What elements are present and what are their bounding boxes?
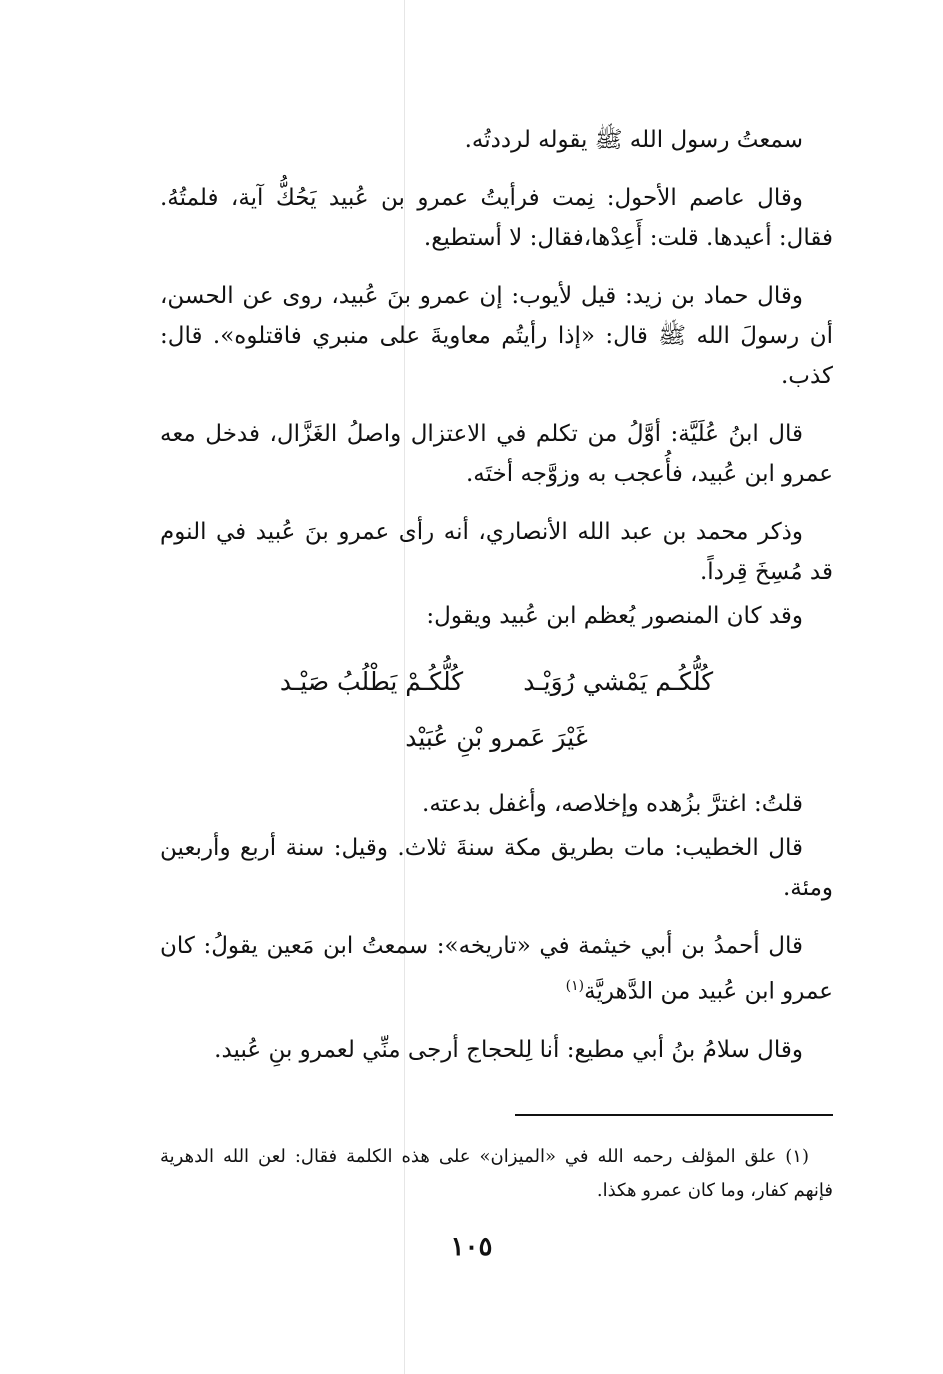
footnote-separator	[515, 1114, 833, 1116]
footnote-separator-wrap	[160, 1088, 833, 1140]
paragraph-8: قال الخطيب: مات بطريق مكة سنةَ ثلاث. وقيل: سنة أربع وأربعين ومئة.	[160, 835, 833, 901]
paragraph-7: قلتُ: اغترَّ بزُهده وإخلاصه، وأغفل بدعته.	[422, 791, 803, 817]
poem-line-2	[160, 710, 833, 766]
footnote-marker: (١)	[565, 978, 585, 994]
paragraph-4: قال ابنُ عُلَيَّة: أوَّلُ من تكلم في الاعتزال واصلُ الغَزَّال، فدخل معه عمرو ابن عُبيد، فأُعجب به وزوَّجه أختَه.	[160, 421, 833, 487]
paragraph-6: وقد كان المنصور يُعظم ابن عُبيد ويقول:	[426, 603, 803, 629]
poem-hemistich-2: غَيْرَ عَمرو بْنِ عُبَيْد	[405, 723, 588, 752]
paragraph-1: سمعتُ رسول الله ﷺ يقوله لرددتُه.	[464, 127, 803, 153]
page-number: ١٠٥	[450, 1232, 493, 1262]
poem-line-1	[160, 654, 833, 710]
paragraph-9	[160, 926, 833, 1012]
page-body	[160, 120, 833, 1208]
poem-block	[160, 654, 833, 766]
footnote: (١) علق المؤلف رحمه الله في «الميزان» على هذه الكلمة فقال: لعن الله الدهرية فإنهم كفار، وما كان عمرو هكذا.	[160, 1145, 833, 1201]
paragraph-9-text: قال أحمدُ بن أبي خيثمة في «تاريخه»: سمعتُ ابن مَعين يقولُ: كان عمرو ابن عُبيد من الدَّهريَّة	[160, 933, 833, 1005]
paragraph-2: وقال عاصم الأحول: نِمت فرأيتُ عمرو بن عُبيد يَحُكُّ آية، فلمتُهُ. فقال: أعيدها. قلت: أَعِدْها،فقال: لا أستطيع.	[160, 185, 833, 251]
paragraph-3: وقال حماد بن زيد: قيل لأيوب: إن عمرو بنَ عُبيد، روى عن الحسن، أن رسولَ الله ﷺ قال: «إذا رأيتُم معاويةَ على منبري فاقتلوه». قال: كذب.	[160, 283, 833, 389]
paragraph-10: وقال سلامُ بنُ أبي مطيع: أنا لِلحجاج أرجى منِّي لعمرو بنِ عُبيد.	[214, 1036, 803, 1063]
poem-hemistich-left: كُلُّكُـمْ يَطْلُبُ صَيْـد	[279, 667, 464, 696]
poem-hemistich-right: كُلُّكُـم يَمْشي رُوَيْـد	[523, 667, 714, 696]
paragraph-5: وذكر محمد بن عبد الله الأنصاري، أنه رأى عمرو بنَ عُبيد في النوم قد مُسِخَ قِرداً.	[160, 519, 833, 585]
